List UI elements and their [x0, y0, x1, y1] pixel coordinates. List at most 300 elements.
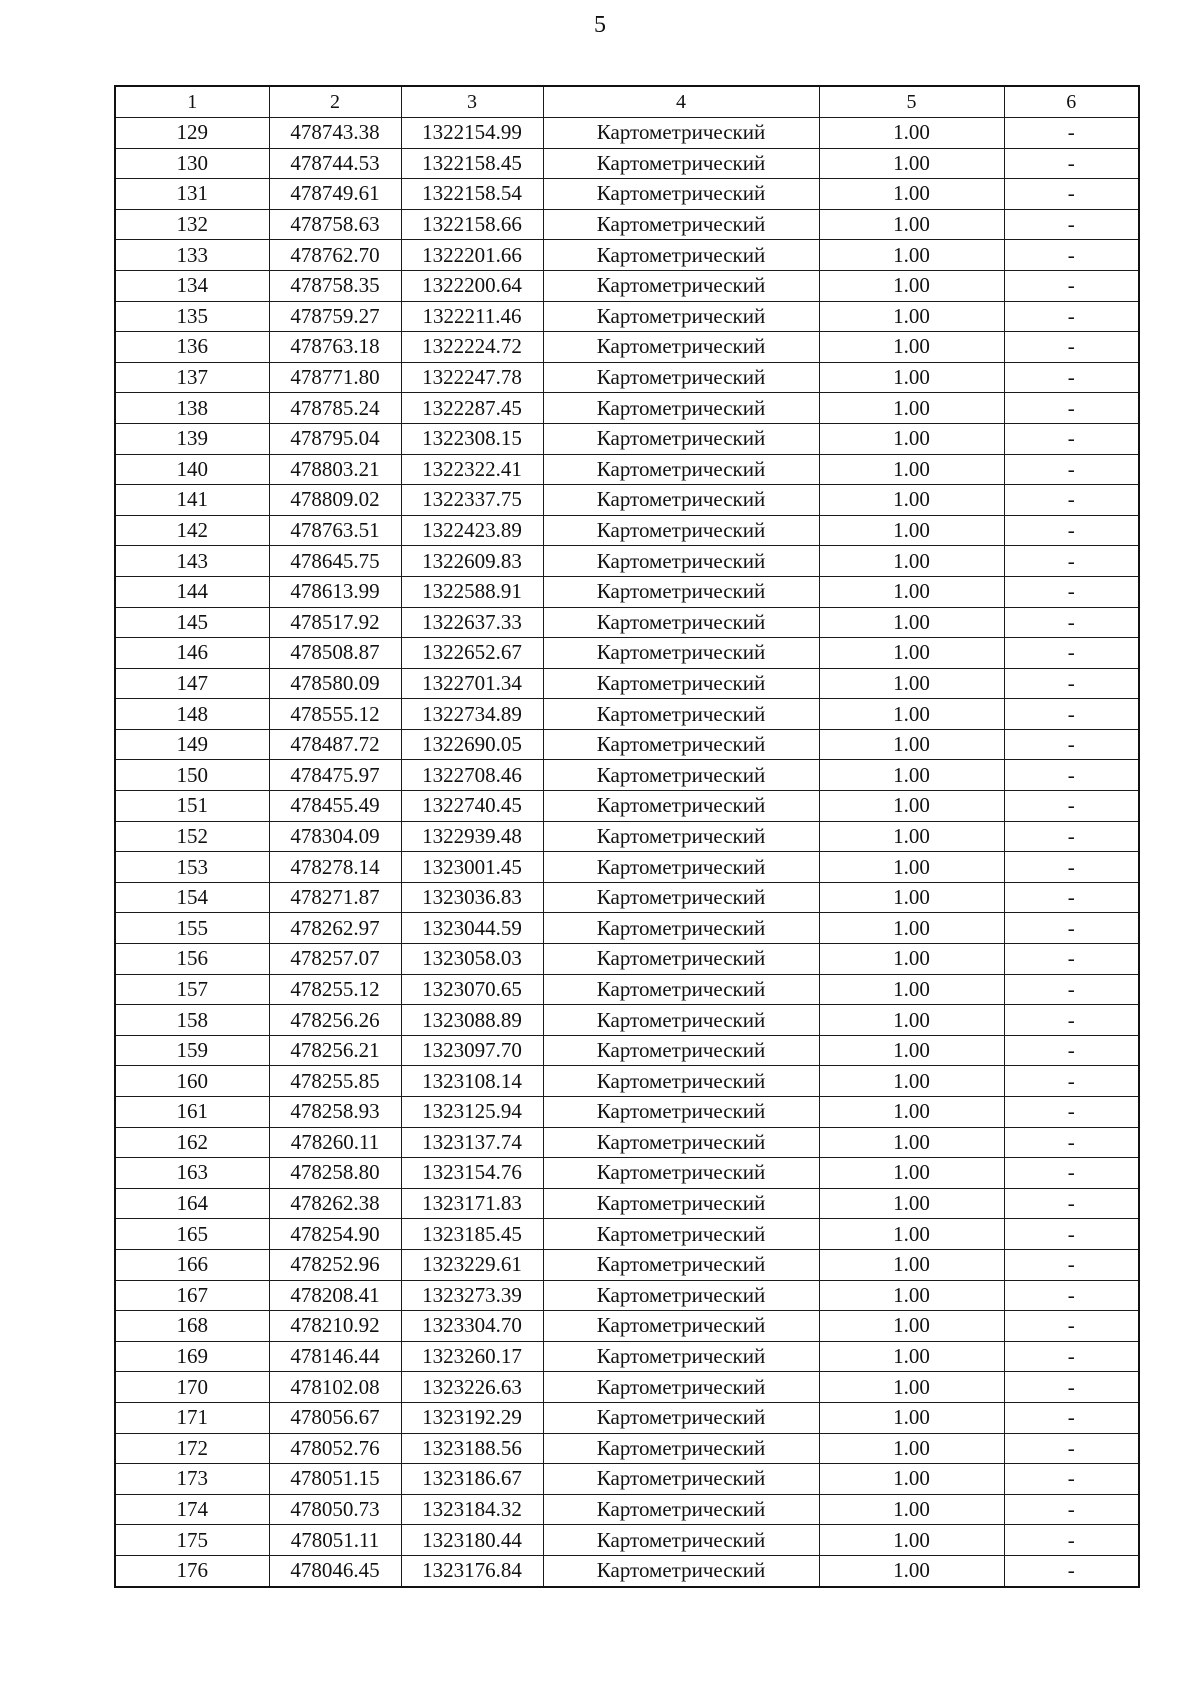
- table-row: [115, 118, 1139, 149]
- y-coordinate-cell: 1322637.33: [401, 607, 543, 638]
- x-coordinate-cell: 478102.08: [269, 1372, 401, 1403]
- accuracy-cell: 1.00: [819, 821, 1004, 852]
- note-cell: -: [1004, 270, 1139, 301]
- accuracy-cell: 1.00: [819, 1066, 1004, 1097]
- accuracy-cell: 1.00: [819, 1433, 1004, 1464]
- method-cell: Картометрический: [543, 270, 819, 301]
- point-number-cell: 163: [115, 1158, 269, 1189]
- note-cell: -: [1004, 546, 1139, 577]
- method-cell: Картометрический: [543, 1158, 819, 1189]
- note-cell: -: [1004, 118, 1139, 149]
- y-coordinate-cell: 1322322.41: [401, 454, 543, 485]
- x-coordinate-cell: 478260.11: [269, 1127, 401, 1158]
- note-cell: -: [1004, 668, 1139, 699]
- method-cell: Картометрический: [543, 729, 819, 760]
- column-header-3: 3: [401, 86, 543, 118]
- note-cell: -: [1004, 454, 1139, 485]
- x-coordinate-cell: 478051.11: [269, 1525, 401, 1556]
- note-cell: -: [1004, 576, 1139, 607]
- table-row: [115, 454, 1139, 485]
- point-number-cell: 153: [115, 852, 269, 883]
- x-coordinate-cell: 478809.02: [269, 485, 401, 516]
- method-cell: Картометрический: [543, 760, 819, 791]
- table-row: [115, 1464, 1139, 1495]
- x-coordinate-cell: 478146.44: [269, 1341, 401, 1372]
- note-cell: -: [1004, 393, 1139, 424]
- y-coordinate-cell: 1322154.99: [401, 118, 543, 149]
- table-row: [115, 1249, 1139, 1280]
- x-coordinate-cell: 478744.53: [269, 148, 401, 179]
- note-cell: -: [1004, 1372, 1139, 1403]
- note-cell: -: [1004, 1035, 1139, 1066]
- accuracy-cell: 1.00: [819, 1372, 1004, 1403]
- note-cell: -: [1004, 240, 1139, 271]
- accuracy-cell: 1.00: [819, 179, 1004, 210]
- note-cell: -: [1004, 791, 1139, 822]
- method-cell: Картометрический: [543, 209, 819, 240]
- x-coordinate-cell: 478255.12: [269, 974, 401, 1005]
- point-number-cell: 146: [115, 638, 269, 669]
- column-header-1: 1: [115, 86, 269, 118]
- table-row: [115, 760, 1139, 791]
- accuracy-cell: 1.00: [819, 607, 1004, 638]
- accuracy-cell: 1.00: [819, 118, 1004, 149]
- x-coordinate-cell: 478795.04: [269, 423, 401, 454]
- table-row: [115, 1066, 1139, 1097]
- table-row: [115, 179, 1139, 210]
- y-coordinate-cell: 1323108.14: [401, 1066, 543, 1097]
- y-coordinate-cell: 1322211.46: [401, 301, 543, 332]
- note-cell: -: [1004, 1097, 1139, 1128]
- x-coordinate-cell: 478257.07: [269, 944, 401, 975]
- y-coordinate-cell: 1322247.78: [401, 362, 543, 393]
- table-row: [115, 240, 1139, 271]
- x-coordinate-cell: 478256.26: [269, 1005, 401, 1036]
- x-coordinate-cell: 478785.24: [269, 393, 401, 424]
- accuracy-cell: 1.00: [819, 209, 1004, 240]
- x-coordinate-cell: 478613.99: [269, 576, 401, 607]
- table-row: [115, 1097, 1139, 1128]
- accuracy-cell: 1.00: [819, 1494, 1004, 1525]
- table-row: [115, 332, 1139, 363]
- method-cell: Картометрический: [543, 1035, 819, 1066]
- method-cell: Картометрический: [543, 1555, 819, 1586]
- note-cell: -: [1004, 1066, 1139, 1097]
- x-coordinate-cell: 478262.38: [269, 1188, 401, 1219]
- table-row: [115, 576, 1139, 607]
- method-cell: Картометрический: [543, 913, 819, 944]
- x-coordinate-cell: 478555.12: [269, 699, 401, 730]
- table-row: [115, 1005, 1139, 1036]
- method-cell: Картометрический: [543, 1525, 819, 1556]
- table-row: [115, 1494, 1139, 1525]
- y-coordinate-cell: 1323180.44: [401, 1525, 543, 1556]
- table-row: [115, 1555, 1139, 1586]
- x-coordinate-cell: 478758.63: [269, 209, 401, 240]
- table-row: [115, 423, 1139, 454]
- table-row: [115, 362, 1139, 393]
- accuracy-cell: 1.00: [819, 882, 1004, 913]
- table-row: [115, 944, 1139, 975]
- accuracy-cell: 1.00: [819, 1555, 1004, 1586]
- point-number-cell: 167: [115, 1280, 269, 1311]
- accuracy-cell: 1.00: [819, 913, 1004, 944]
- point-number-cell: 158: [115, 1005, 269, 1036]
- method-cell: Картометрический: [543, 1280, 819, 1311]
- note-cell: -: [1004, 1494, 1139, 1525]
- note-cell: -: [1004, 423, 1139, 454]
- x-coordinate-cell: 478771.80: [269, 362, 401, 393]
- y-coordinate-cell: 1323036.83: [401, 882, 543, 913]
- accuracy-cell: 1.00: [819, 546, 1004, 577]
- method-cell: Картометрический: [543, 362, 819, 393]
- y-coordinate-cell: 1322588.91: [401, 576, 543, 607]
- note-cell: -: [1004, 1249, 1139, 1280]
- y-coordinate-cell: 1322224.72: [401, 332, 543, 363]
- accuracy-cell: 1.00: [819, 1127, 1004, 1158]
- table-row: [115, 638, 1139, 669]
- table-row: [115, 974, 1139, 1005]
- note-cell: -: [1004, 485, 1139, 516]
- point-number-cell: 170: [115, 1372, 269, 1403]
- note-cell: -: [1004, 1188, 1139, 1219]
- point-number-cell: 135: [115, 301, 269, 332]
- method-cell: Картометрический: [543, 1372, 819, 1403]
- accuracy-cell: 1.00: [819, 1341, 1004, 1372]
- y-coordinate-cell: 1322287.45: [401, 393, 543, 424]
- note-cell: -: [1004, 1402, 1139, 1433]
- x-coordinate-cell: 478271.87: [269, 882, 401, 913]
- table-row: [115, 270, 1139, 301]
- table-row: [115, 515, 1139, 546]
- page-number: 5: [594, 12, 606, 38]
- point-number-cell: 165: [115, 1219, 269, 1250]
- x-coordinate-cell: 478052.76: [269, 1433, 401, 1464]
- table-row: [115, 668, 1139, 699]
- y-coordinate-cell: 1322158.54: [401, 179, 543, 210]
- x-coordinate-cell: 478255.85: [269, 1066, 401, 1097]
- y-coordinate-cell: 1322939.48: [401, 821, 543, 852]
- table-row: [115, 1372, 1139, 1403]
- note-cell: -: [1004, 913, 1139, 944]
- table-row: [115, 1188, 1139, 1219]
- accuracy-cell: 1.00: [819, 332, 1004, 363]
- x-coordinate-cell: 478050.73: [269, 1494, 401, 1525]
- accuracy-cell: 1.00: [819, 1249, 1004, 1280]
- note-cell: -: [1004, 362, 1139, 393]
- column-header-6: 6: [1004, 86, 1139, 118]
- method-cell: Картометрический: [543, 148, 819, 179]
- table-row: [115, 1280, 1139, 1311]
- method-cell: Картометрический: [543, 1464, 819, 1495]
- point-number-cell: 161: [115, 1097, 269, 1128]
- table-body: [115, 118, 1139, 1587]
- note-cell: -: [1004, 1127, 1139, 1158]
- point-number-cell: 131: [115, 179, 269, 210]
- x-coordinate-cell: 478051.15: [269, 1464, 401, 1495]
- method-cell: Картометрический: [543, 821, 819, 852]
- x-coordinate-cell: 478254.90: [269, 1219, 401, 1250]
- point-number-cell: 173: [115, 1464, 269, 1495]
- y-coordinate-cell: 1322158.45: [401, 148, 543, 179]
- method-cell: Картометрический: [543, 576, 819, 607]
- y-coordinate-cell: 1322652.67: [401, 638, 543, 669]
- x-coordinate-cell: 478056.67: [269, 1402, 401, 1433]
- point-number-cell: 147: [115, 668, 269, 699]
- point-number-cell: 175: [115, 1525, 269, 1556]
- point-number-cell: 151: [115, 791, 269, 822]
- y-coordinate-cell: 1323304.70: [401, 1311, 543, 1342]
- point-number-cell: 142: [115, 515, 269, 546]
- y-coordinate-cell: 1323154.76: [401, 1158, 543, 1189]
- accuracy-cell: 1.00: [819, 638, 1004, 669]
- method-cell: Картометрический: [543, 974, 819, 1005]
- table-row: [115, 1035, 1139, 1066]
- accuracy-cell: 1.00: [819, 485, 1004, 516]
- accuracy-cell: 1.00: [819, 699, 1004, 730]
- y-coordinate-cell: 1322734.89: [401, 699, 543, 730]
- accuracy-cell: 1.00: [819, 515, 1004, 546]
- x-coordinate-cell: 478762.70: [269, 240, 401, 271]
- note-cell: -: [1004, 944, 1139, 975]
- y-coordinate-cell: 1323070.65: [401, 974, 543, 1005]
- method-cell: Картометрический: [543, 118, 819, 149]
- method-cell: Картометрический: [543, 393, 819, 424]
- point-number-cell: 133: [115, 240, 269, 271]
- accuracy-cell: 1.00: [819, 1402, 1004, 1433]
- point-number-cell: 169: [115, 1341, 269, 1372]
- x-coordinate-cell: 478749.61: [269, 179, 401, 210]
- note-cell: -: [1004, 515, 1139, 546]
- y-coordinate-cell: 1322200.64: [401, 270, 543, 301]
- point-number-cell: 139: [115, 423, 269, 454]
- method-cell: Картометрический: [543, 515, 819, 546]
- point-number-cell: 137: [115, 362, 269, 393]
- method-cell: Картометрический: [543, 1402, 819, 1433]
- point-number-cell: 176: [115, 1555, 269, 1586]
- method-cell: Картометрический: [543, 1097, 819, 1128]
- y-coordinate-cell: 1323058.03: [401, 944, 543, 975]
- point-number-cell: 140: [115, 454, 269, 485]
- table-row: [115, 821, 1139, 852]
- accuracy-cell: 1.00: [819, 148, 1004, 179]
- method-cell: Картометрический: [543, 852, 819, 883]
- table-row: [115, 607, 1139, 638]
- note-cell: -: [1004, 179, 1139, 210]
- column-header-2: 2: [269, 86, 401, 118]
- note-cell: -: [1004, 148, 1139, 179]
- method-cell: Картометрический: [543, 485, 819, 516]
- point-number-cell: 141: [115, 485, 269, 516]
- point-number-cell: 164: [115, 1188, 269, 1219]
- accuracy-cell: 1.00: [819, 362, 1004, 393]
- note-cell: -: [1004, 974, 1139, 1005]
- table-row: [115, 852, 1139, 883]
- note-cell: -: [1004, 821, 1139, 852]
- note-cell: -: [1004, 1158, 1139, 1189]
- point-number-cell: 134: [115, 270, 269, 301]
- method-cell: Картометрический: [543, 791, 819, 822]
- note-cell: -: [1004, 760, 1139, 791]
- accuracy-cell: 1.00: [819, 423, 1004, 454]
- point-number-cell: 166: [115, 1249, 269, 1280]
- x-coordinate-cell: 478517.92: [269, 607, 401, 638]
- method-cell: Картометрический: [543, 638, 819, 669]
- accuracy-cell: 1.00: [819, 1035, 1004, 1066]
- method-cell: Картометрический: [543, 1341, 819, 1372]
- y-coordinate-cell: 1322201.66: [401, 240, 543, 271]
- x-coordinate-cell: 478262.97: [269, 913, 401, 944]
- accuracy-cell: 1.00: [819, 1464, 1004, 1495]
- accuracy-cell: 1.00: [819, 1188, 1004, 1219]
- point-number-cell: 168: [115, 1311, 269, 1342]
- y-coordinate-cell: 1322690.05: [401, 729, 543, 760]
- point-number-cell: 129: [115, 118, 269, 149]
- x-coordinate-cell: 478508.87: [269, 638, 401, 669]
- y-coordinate-cell: 1322423.89: [401, 515, 543, 546]
- method-cell: Картометрический: [543, 332, 819, 363]
- method-cell: Картометрический: [543, 1188, 819, 1219]
- table-row: [115, 791, 1139, 822]
- coordinates-table: [114, 85, 1140, 1588]
- point-number-cell: 152: [115, 821, 269, 852]
- point-number-cell: 136: [115, 332, 269, 363]
- method-cell: Картометрический: [543, 301, 819, 332]
- x-coordinate-cell: 478758.35: [269, 270, 401, 301]
- table-row: [115, 1127, 1139, 1158]
- y-coordinate-cell: 1323097.70: [401, 1035, 543, 1066]
- method-cell: Картометрический: [543, 423, 819, 454]
- y-coordinate-cell: 1323188.56: [401, 1433, 543, 1464]
- point-number-cell: 172: [115, 1433, 269, 1464]
- table-row: [115, 148, 1139, 179]
- table-row: [115, 1158, 1139, 1189]
- point-number-cell: 156: [115, 944, 269, 975]
- table-header-row: [115, 86, 1139, 118]
- note-cell: -: [1004, 1311, 1139, 1342]
- accuracy-cell: 1.00: [819, 791, 1004, 822]
- x-coordinate-cell: 478210.92: [269, 1311, 401, 1342]
- y-coordinate-cell: 1323171.83: [401, 1188, 543, 1219]
- table-row: [115, 729, 1139, 760]
- y-coordinate-cell: 1323184.32: [401, 1494, 543, 1525]
- point-number-cell: 130: [115, 148, 269, 179]
- accuracy-cell: 1.00: [819, 729, 1004, 760]
- x-coordinate-cell: 478580.09: [269, 668, 401, 699]
- note-cell: -: [1004, 882, 1139, 913]
- table-row: [115, 913, 1139, 944]
- point-number-cell: 143: [115, 546, 269, 577]
- method-cell: Картометрический: [543, 454, 819, 485]
- point-number-cell: 132: [115, 209, 269, 240]
- point-number-cell: 162: [115, 1127, 269, 1158]
- note-cell: -: [1004, 1005, 1139, 1036]
- note-cell: -: [1004, 332, 1139, 363]
- point-number-cell: 160: [115, 1066, 269, 1097]
- x-coordinate-cell: 478258.93: [269, 1097, 401, 1128]
- x-coordinate-cell: 478304.09: [269, 821, 401, 852]
- x-coordinate-cell: 478803.21: [269, 454, 401, 485]
- point-number-cell: 150: [115, 760, 269, 791]
- y-coordinate-cell: 1323229.61: [401, 1249, 543, 1280]
- y-coordinate-cell: 1323125.94: [401, 1097, 543, 1128]
- table-row: [115, 485, 1139, 516]
- method-cell: Картометрический: [543, 1249, 819, 1280]
- y-coordinate-cell: 1323137.74: [401, 1127, 543, 1158]
- note-cell: -: [1004, 638, 1139, 669]
- x-coordinate-cell: 478278.14: [269, 852, 401, 883]
- point-number-cell: 144: [115, 576, 269, 607]
- point-number-cell: 154: [115, 882, 269, 913]
- method-cell: Картометрический: [543, 882, 819, 913]
- table-row: [115, 546, 1139, 577]
- y-coordinate-cell: 1322337.75: [401, 485, 543, 516]
- x-coordinate-cell: 478743.38: [269, 118, 401, 149]
- method-cell: Картометрический: [543, 1127, 819, 1158]
- y-coordinate-cell: 1323088.89: [401, 1005, 543, 1036]
- accuracy-cell: 1.00: [819, 1525, 1004, 1556]
- note-cell: -: [1004, 699, 1139, 730]
- column-header-4: 4: [543, 86, 819, 118]
- x-coordinate-cell: 478258.80: [269, 1158, 401, 1189]
- x-coordinate-cell: 478645.75: [269, 546, 401, 577]
- method-cell: Картометрический: [543, 1494, 819, 1525]
- table-row: [115, 301, 1139, 332]
- table-row: [115, 1525, 1139, 1556]
- x-coordinate-cell: 478487.72: [269, 729, 401, 760]
- table-row: [115, 1433, 1139, 1464]
- method-cell: Картометрический: [543, 1219, 819, 1250]
- table-row: [115, 699, 1139, 730]
- table-row: [115, 1402, 1139, 1433]
- x-coordinate-cell: 478763.51: [269, 515, 401, 546]
- method-cell: Картометрический: [543, 668, 819, 699]
- x-coordinate-cell: 478046.45: [269, 1555, 401, 1586]
- x-coordinate-cell: 478455.49: [269, 791, 401, 822]
- table-row: [115, 1311, 1139, 1342]
- accuracy-cell: 1.00: [819, 944, 1004, 975]
- y-coordinate-cell: 1323176.84: [401, 1555, 543, 1586]
- y-coordinate-cell: 1323001.45: [401, 852, 543, 883]
- y-coordinate-cell: 1322308.15: [401, 423, 543, 454]
- accuracy-cell: 1.00: [819, 1219, 1004, 1250]
- y-coordinate-cell: 1322158.66: [401, 209, 543, 240]
- accuracy-cell: 1.00: [819, 301, 1004, 332]
- method-cell: Картометрический: [543, 1311, 819, 1342]
- point-number-cell: 145: [115, 607, 269, 638]
- note-cell: -: [1004, 607, 1139, 638]
- note-cell: -: [1004, 1464, 1139, 1495]
- note-cell: -: [1004, 209, 1139, 240]
- accuracy-cell: 1.00: [819, 240, 1004, 271]
- accuracy-cell: 1.00: [819, 1005, 1004, 1036]
- method-cell: Картометрический: [543, 699, 819, 730]
- note-cell: -: [1004, 1280, 1139, 1311]
- point-number-cell: 157: [115, 974, 269, 1005]
- note-cell: -: [1004, 1341, 1139, 1372]
- note-cell: -: [1004, 301, 1139, 332]
- point-number-cell: 149: [115, 729, 269, 760]
- point-number-cell: 174: [115, 1494, 269, 1525]
- table-row: [115, 1341, 1139, 1372]
- method-cell: Картометрический: [543, 607, 819, 638]
- note-cell: -: [1004, 1555, 1139, 1586]
- method-cell: Картометрический: [543, 1005, 819, 1036]
- accuracy-cell: 1.00: [819, 1158, 1004, 1189]
- accuracy-cell: 1.00: [819, 393, 1004, 424]
- y-coordinate-cell: 1323260.17: [401, 1341, 543, 1372]
- y-coordinate-cell: 1323226.63: [401, 1372, 543, 1403]
